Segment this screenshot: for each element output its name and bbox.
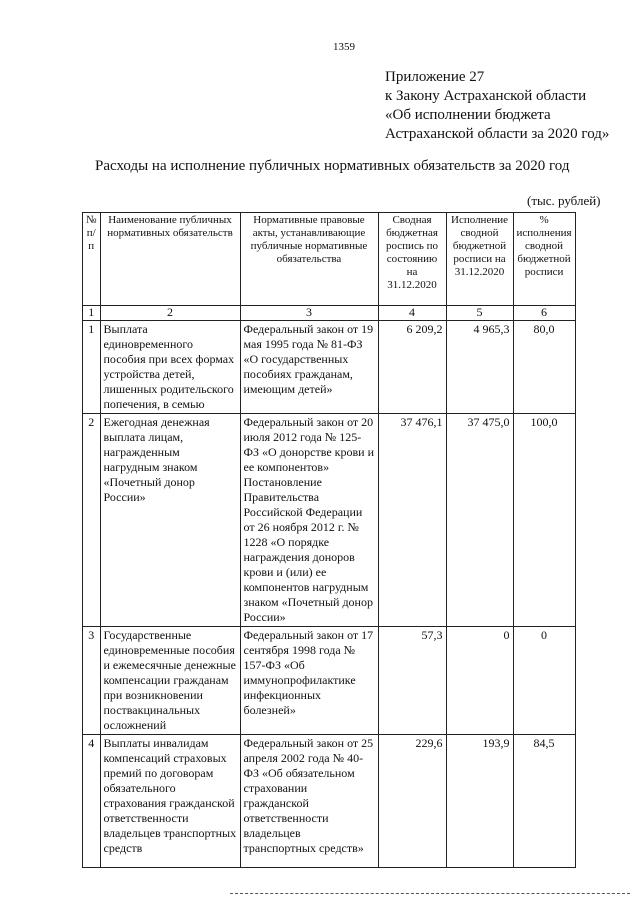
appendix-line: Приложение 27 [385, 69, 485, 85]
unit-note: (тыс. рублей) [527, 193, 601, 208]
appendix-line: «Об исполнении бюджета [385, 107, 551, 123]
appendix-header [385, 68, 609, 144]
table-row [83, 321, 576, 414]
row-number: 2 [83, 414, 101, 627]
column-number: 2 [100, 306, 240, 321]
table-header-row [83, 213, 576, 306]
table-row [83, 627, 576, 735]
appendix-line: Астраханской области за 2020 год» [385, 126, 610, 142]
column-number-row [83, 306, 576, 321]
appendix-line: к Закону Астраханской области [385, 88, 587, 104]
executed-value: 193,9 [446, 735, 513, 868]
executed-value: 4 965,3 [446, 321, 513, 414]
header-cell-executed: Исполнение сводной бюджетной росписи на 31.12.2020 [446, 213, 513, 306]
header-cell-percent: % исполнения сводной бюджетной росписи [513, 213, 575, 306]
plan-value: 37 476,1 [378, 414, 446, 627]
header-cell-name: Наименование публичных нормативных обязательств [100, 213, 240, 306]
header-cell-number: № п/п [83, 213, 101, 306]
column-number: 4 [378, 306, 446, 321]
percent-value: 0 [513, 627, 575, 735]
footer-divider [230, 893, 630, 894]
percent-value: 84,5 [513, 735, 575, 868]
table-row [83, 414, 576, 627]
legal-act: Федеральный закон от 20 июля 2012 года № 125-ФЗ «О донорстве крови и ее компонентов» Постановление Правительства Российской Федерации от 26 ноября 2012 г. № 1228 «О порядке награждения доноров крови и (или) ее компонентов нагрудным знаком «Почетный донор России» [240, 414, 378, 627]
column-number: 1 [83, 306, 101, 321]
executed-value: 37 475,0 [446, 414, 513, 627]
legal-act: Федеральный закон от 17 сентября 1998 года № 157-ФЗ «Об иммунопрофилактике инфекционных болезней» [240, 627, 378, 735]
plan-value: 6 209,2 [378, 321, 446, 414]
obligations-table [82, 212, 576, 868]
header-cell-plan: Сводная бюджетная роспись по состоянию на 31.12.2020 [378, 213, 446, 306]
obligation-name: Ежегодная денежная выплата лицам, награжденным нагрудным знаком «Почетный донор России» [100, 414, 240, 627]
legal-act: Федеральный закон от 25 апреля 2002 года № 40-ФЗ «Об обязательном страховании гражданской ответственности владельцев транспортных средств» [240, 735, 378, 868]
table-row [83, 735, 576, 868]
page-number: 1359 [333, 41, 355, 53]
percent-value: 100,0 [513, 414, 575, 627]
column-number: 3 [240, 306, 378, 321]
obligation-name: Выплаты инвалидам компенсаций страховых премий по договорам обязательного страхования гражданской ответственности владельцев транспортных средств [100, 735, 240, 868]
legal-act: Федеральный закон от 19 мая 1995 года № 81-ФЗ «О государственных пособиях гражданам, имеющим детей» [240, 321, 378, 414]
document-title: Расходы на исполнение публичных нормативных обязательств за 2020 год [95, 158, 570, 174]
plan-value: 57,3 [378, 627, 446, 735]
row-number: 1 [83, 321, 101, 414]
percent-value: 80,0 [513, 321, 575, 414]
obligation-name: Выплата единовременного пособия при всех формах устройства детей, лишенных родительского попечения, в семью [100, 321, 240, 414]
column-number: 5 [446, 306, 513, 321]
row-number: 4 [83, 735, 101, 868]
obligation-name: Государственные единовременные пособия и ежемесячные денежные компенсации гражданам при возникновении поствакцинальных осложнений [100, 627, 240, 735]
column-number: 6 [513, 306, 575, 321]
header-cell-law: Нормативные правовые акты, устанавливающие публичные нормативные обязательства [240, 213, 378, 306]
plan-value: 229,6 [378, 735, 446, 868]
row-number: 3 [83, 627, 101, 735]
executed-value: 0 [446, 627, 513, 735]
